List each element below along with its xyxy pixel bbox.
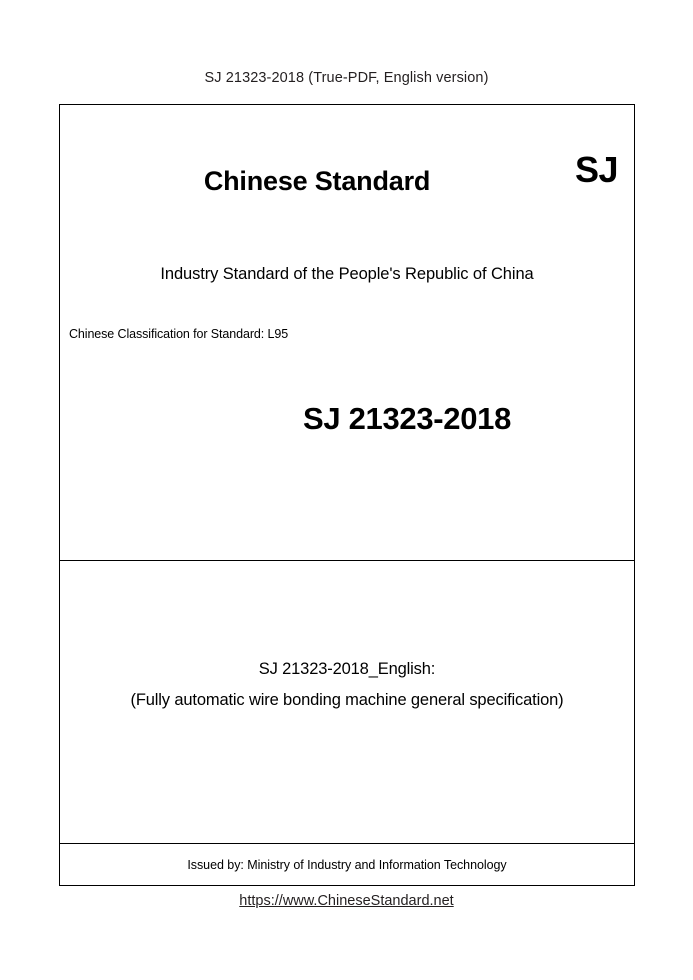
cover-middle-section — [60, 561, 634, 844]
cover-frame — [59, 104, 635, 886]
website-footer — [0, 893, 693, 909]
document-caption: SJ 21323-2018 (True-PDF, English version) — [204, 70, 489, 86]
english-title-line-1: SJ 21323-2018_English: — [258, 660, 436, 678]
sj-logo: SJ — [574, 149, 618, 190]
cover-footer-section — [60, 844, 634, 885]
cover-upper-section — [60, 105, 634, 561]
classification-code: Chinese Classification for Standard: L95 — [69, 327, 289, 341]
english-title-block — [60, 654, 634, 716]
english-title-line-2: (Fully automatic wire bonding machine general specification) — [130, 691, 564, 709]
cover-subtitle: Industry Standard of the People's Republic of China — [160, 265, 534, 283]
title-row — [60, 149, 634, 215]
page-title: Chinese Standard — [203, 166, 431, 196]
standard-number: SJ 21323-2018 — [302, 401, 512, 436]
website-link[interactable]: https://www.ChineseStandard.net — [239, 893, 454, 909]
issuer-text: Issued by: Ministry of Industry and Information Technology — [187, 857, 507, 872]
